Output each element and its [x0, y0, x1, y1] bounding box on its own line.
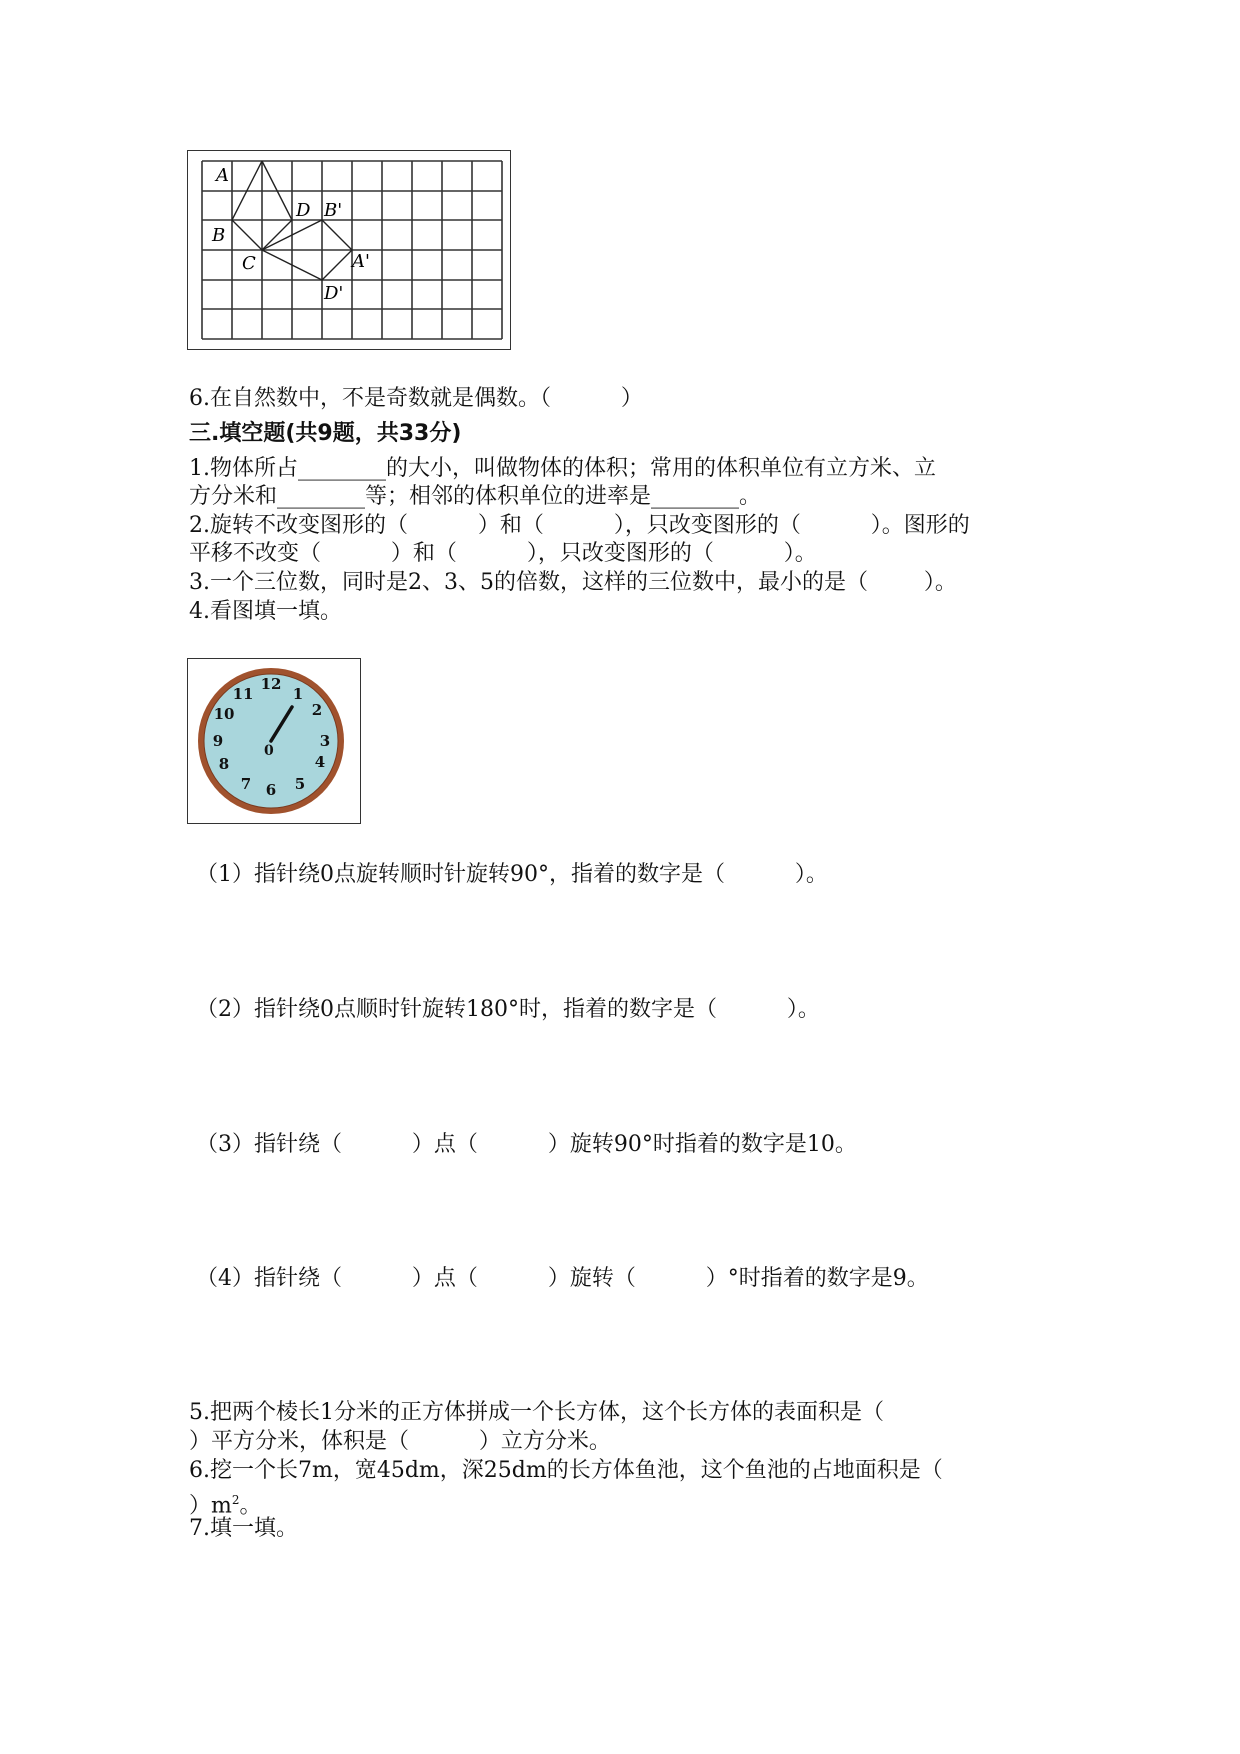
- label-B-prime: B': [324, 200, 343, 221]
- q4-sub4: （4）指针绕（ ）点（ ）旋转（ ）°时指着的数字是9。: [196, 1266, 929, 1291]
- clock-number-8: 8: [218, 755, 230, 773]
- label-B: B: [212, 225, 226, 246]
- q2-line1: 2.旋转不改变图形的（ ）和（ ），只改变图形的（ ）。图形的: [189, 513, 970, 538]
- clock-number-9: 9: [212, 732, 224, 750]
- label-D-prime: D': [324, 283, 344, 304]
- clock-figure: [187, 658, 361, 824]
- section-3-heading: 三.填空题(共9题，共33分): [189, 421, 462, 446]
- q4-title: 4.看图填一填。: [189, 599, 342, 624]
- label-A: A: [216, 165, 229, 186]
- clock-number-4: 4: [314, 753, 326, 771]
- grid-figure: [187, 150, 511, 350]
- q3: 3.一个三位数，同时是2、3、5的倍数，这样的三位数中，最小的是（ ）。: [189, 570, 957, 595]
- q6b-line2-prefix: ）m: [189, 1493, 232, 1519]
- q4-sub3: （3）指针绕（ ）点（ ）旋转90°时指着的数字是10。: [196, 1132, 857, 1157]
- q5-line2: ）平方分米，体积是（ ）立方分米。: [189, 1429, 611, 1454]
- clock-number-12: 12: [260, 675, 282, 693]
- q4-sub1: （1）指针绕0点旋转顺时针旋转90°，指着的数字是（ ）。: [196, 862, 828, 887]
- question-6-parity: 6.在自然数中，不是奇数就是偶数。（ ）: [189, 386, 643, 411]
- q1-line1: 1.物体所占________的大小，叫做物体的体积；常用的体积单位有立方米、立: [189, 456, 936, 481]
- label-A-prime: A': [352, 251, 370, 272]
- q6b-line1: 6.挖一个长7m，宽45dm，深25dm的长方体鱼池，这个鱼池的占地面积是（: [189, 1458, 943, 1483]
- q1-line2: 方分米和________等；相邻的体积单位的进率是________。: [189, 484, 762, 509]
- clock-center-label: 0: [264, 743, 274, 759]
- clock-number-5: 5: [294, 775, 306, 793]
- clock-number-11: 11: [232, 685, 254, 703]
- clock-number-3: 3: [319, 732, 331, 750]
- q6b-line2-suffix: 。: [239, 1493, 262, 1519]
- q4-sub2: （2）指针绕0点顺时针旋转180°时，指着的数字是（ ）。: [196, 997, 820, 1022]
- label-C: C: [242, 253, 256, 274]
- clock-number-7: 7: [240, 775, 252, 793]
- grid-figure-svg: [188, 151, 510, 349]
- q6b-line2-sup: 2: [231, 1493, 240, 1507]
- clock-number-2: 2: [311, 701, 323, 719]
- q2-line2: 平移不改变（ ）和（ ），只改变图形的（ ）。: [189, 541, 817, 566]
- q5-line1: 5.把两个棱长1分米的正方体拼成一个长方体，这个长方体的表面积是（: [189, 1400, 884, 1425]
- q7: 7.填一填。: [189, 1516, 298, 1541]
- clock-number-10: 10: [213, 705, 235, 723]
- clock-svg: [188, 659, 360, 823]
- label-D: D: [296, 200, 311, 221]
- clock-number-1: 1: [292, 685, 304, 703]
- clock-number-6: 6: [265, 781, 277, 799]
